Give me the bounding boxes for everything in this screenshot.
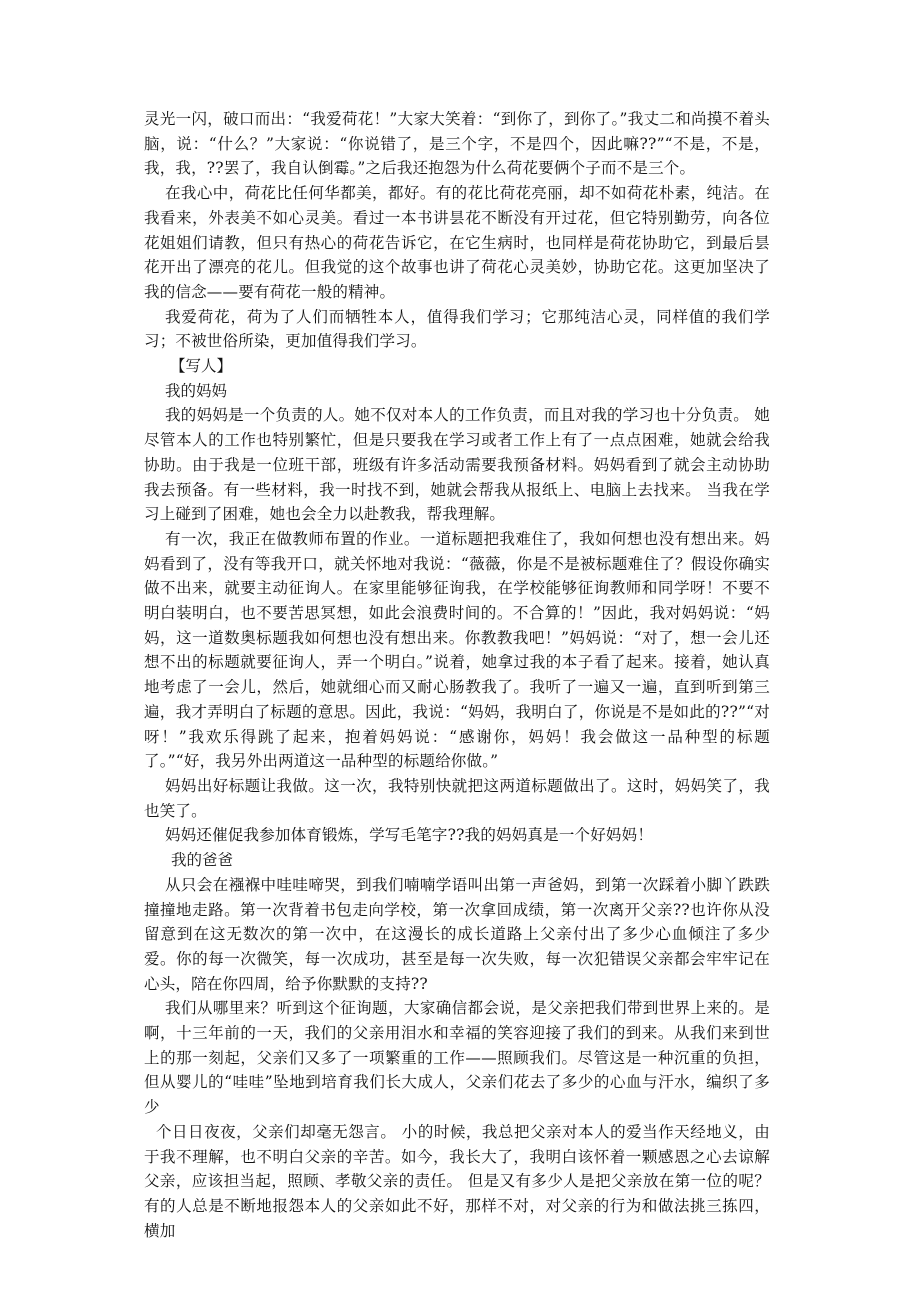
paragraph-mother-responsible: 我的妈妈是一个负责的人。她不仅对本人的工作负责，而且对我的学习也十分负责。 她尽管本人的工作也特别繁忙，但是只要我在学习或者工作上有了一点点困难，她就会给我协助。由于我是一位班干部，班级有许多活动需要我预备材料。妈妈看到了就会主动协助我去预备。有一些材料，我一时找不到，她就会帮我从报纸上、电脑上去找来。 当我在学习上碰到了困难，她也会全力以赴教我，帮我理解。 <box>144 406 770 524</box>
section-heading-portrait: 【写人】 <box>170 357 233 376</box>
document-body <box>144 107 770 1243</box>
paragraph-father-gratitude: 个日日夜夜，父亲们却毫无怨言。 小的时候，我总把父亲对本人的爱当作天经地义，由于我不理解，也不明白父亲的辛苦。如今，我长大了，我明白该怀着一颗感恩之心去谅解父亲，应该担当起，照顾、孝敬父亲的责任。 但是又有多少人是把父亲放在第一位的呢？有的人总是不断地报怨本人的父亲如此不好，那样不对，对父亲的行为和做法挑三拣四，横加 <box>144 1122 770 1240</box>
essay-title-father: 我的爸爸 <box>171 851 234 870</box>
paragraph-mother-exercise: 妈妈还催促我参加体育锻炼，学写毛笔字??我的妈妈真是一个好妈妈！ <box>165 826 654 845</box>
paragraph-father-origin: 我们从哪里来？听到这个征询题，大家确信都会说，是父亲把我们带到世界上来的。是啊，十三年前的一天，我们的父亲用泪水和幸福的笑容迎接了我们的到来。从我们来到世上的那一刻起，父亲们又多了一项繁重的工作——照顾我们。尽管这是一种沉重的负担，但从婴儿的“哇哇”坠地到培育我们长大成人，父亲们花去了多少的心血与汗水，编织了多少 <box>144 999 770 1117</box>
paragraph-mother-homework: 有一次，我正在做教师布置的作业。一道标题把我难住了，我如何想也没有想出来。妈妈看到了，没有等我开口，就关怀地对我说：“薇薇，你是不是被标题难住了？假设你确实做不出来，就要主动征询人。在家里能够征询我，在学校能够征询教师和同学呀！不要不明白装明白，也不要苦思冥想，如此会浪费时间的。不合算的！”因此，我对妈妈说：“妈妈，这一道数奥标题我如何想也没有想出来。你教教我吧！”妈妈说：“对了，想一会儿还想不出的标题就要征询人，弄一个明白。”说着，她拿过我的本子看了起来。接着，她认真地考虑了一会儿，然后，她就细心而又耐心肠教我了。我听了一遍又一遍，直到听到第三遍，我才弄明白了标题的意思。因此，我说：“妈妈，我明白了，你说是不是如此的??”“对呀！”我欢乐得跳了起来，抱着妈妈说：“感谢你，妈妈！我会做这一品种型的标题了。”“好，我另外出两道这一品种型的标题给你做。” <box>144 529 770 771</box>
paragraph-father-firsts: 从只会在襁褓中哇哇啼哭，到我们喃喃学语叫出第一声爸妈，到第一次踩着小脚丫跌跌撞撞地走路。第一次背着书包走向学校，第一次拿回成绩，第一次离开父亲??也许你从没留意到在这无数次的第一次中，在这漫长的成长道路上父亲付出了多少心血倾注了多少爱。你的每一次微笑，每一次成功，甚至是每一次失败，每一次犯错误父亲都会牢牢记在心头，陪在你四周，给予你默默的支持?? <box>144 875 770 993</box>
paragraph-mother-smile: 妈妈出好标题让我做。这一次，我特别快就把这两道标题做出了。这时，妈妈笑了，我也笑了。 <box>144 776 770 820</box>
paragraph-lotus-quote: 灵光一闪，破口而出：“我爱荷花！”大家大笑着：“到你了，到你了。”我丈二和尚摸不着头脑，说：“什么？”大家说：“你说错了，是三个字，不是四个，因此嘛??”“不是，不是，我，我，??罢了，我自认倒霉。”之后我还抱怨为什么荷花要俩个子而不是三个。 <box>144 110 770 178</box>
paragraph-lotus-conclusion: 我爱荷花，荷为了人们而牺牲本人，值得我们学习；它那纯洁心灵，同样值的我们学习；不被世俗所染，更加值得我们学习。 <box>144 307 770 351</box>
paragraph-lotus-beauty: 在我心中，荷花比任何华都美，都好。有的花比荷花亮丽，却不如荷花朴素，纯洁。在我看来，外表美不如心灵美。看过一本书讲昙花不断没有开过花，但它特别勤劳，向各位花姐姐们请教，但只有热心的荷花告诉它，在它生病时，也同样是荷花协助它，到最后昙花开出了漂亮的花儿。但我觉的这个故事也讲了荷花心灵美妙，协助它花。这更加坚决了我的信念——要有荷花一般的精神。 <box>144 184 770 301</box>
essay-title-mother: 我的妈妈 <box>165 381 228 400</box>
